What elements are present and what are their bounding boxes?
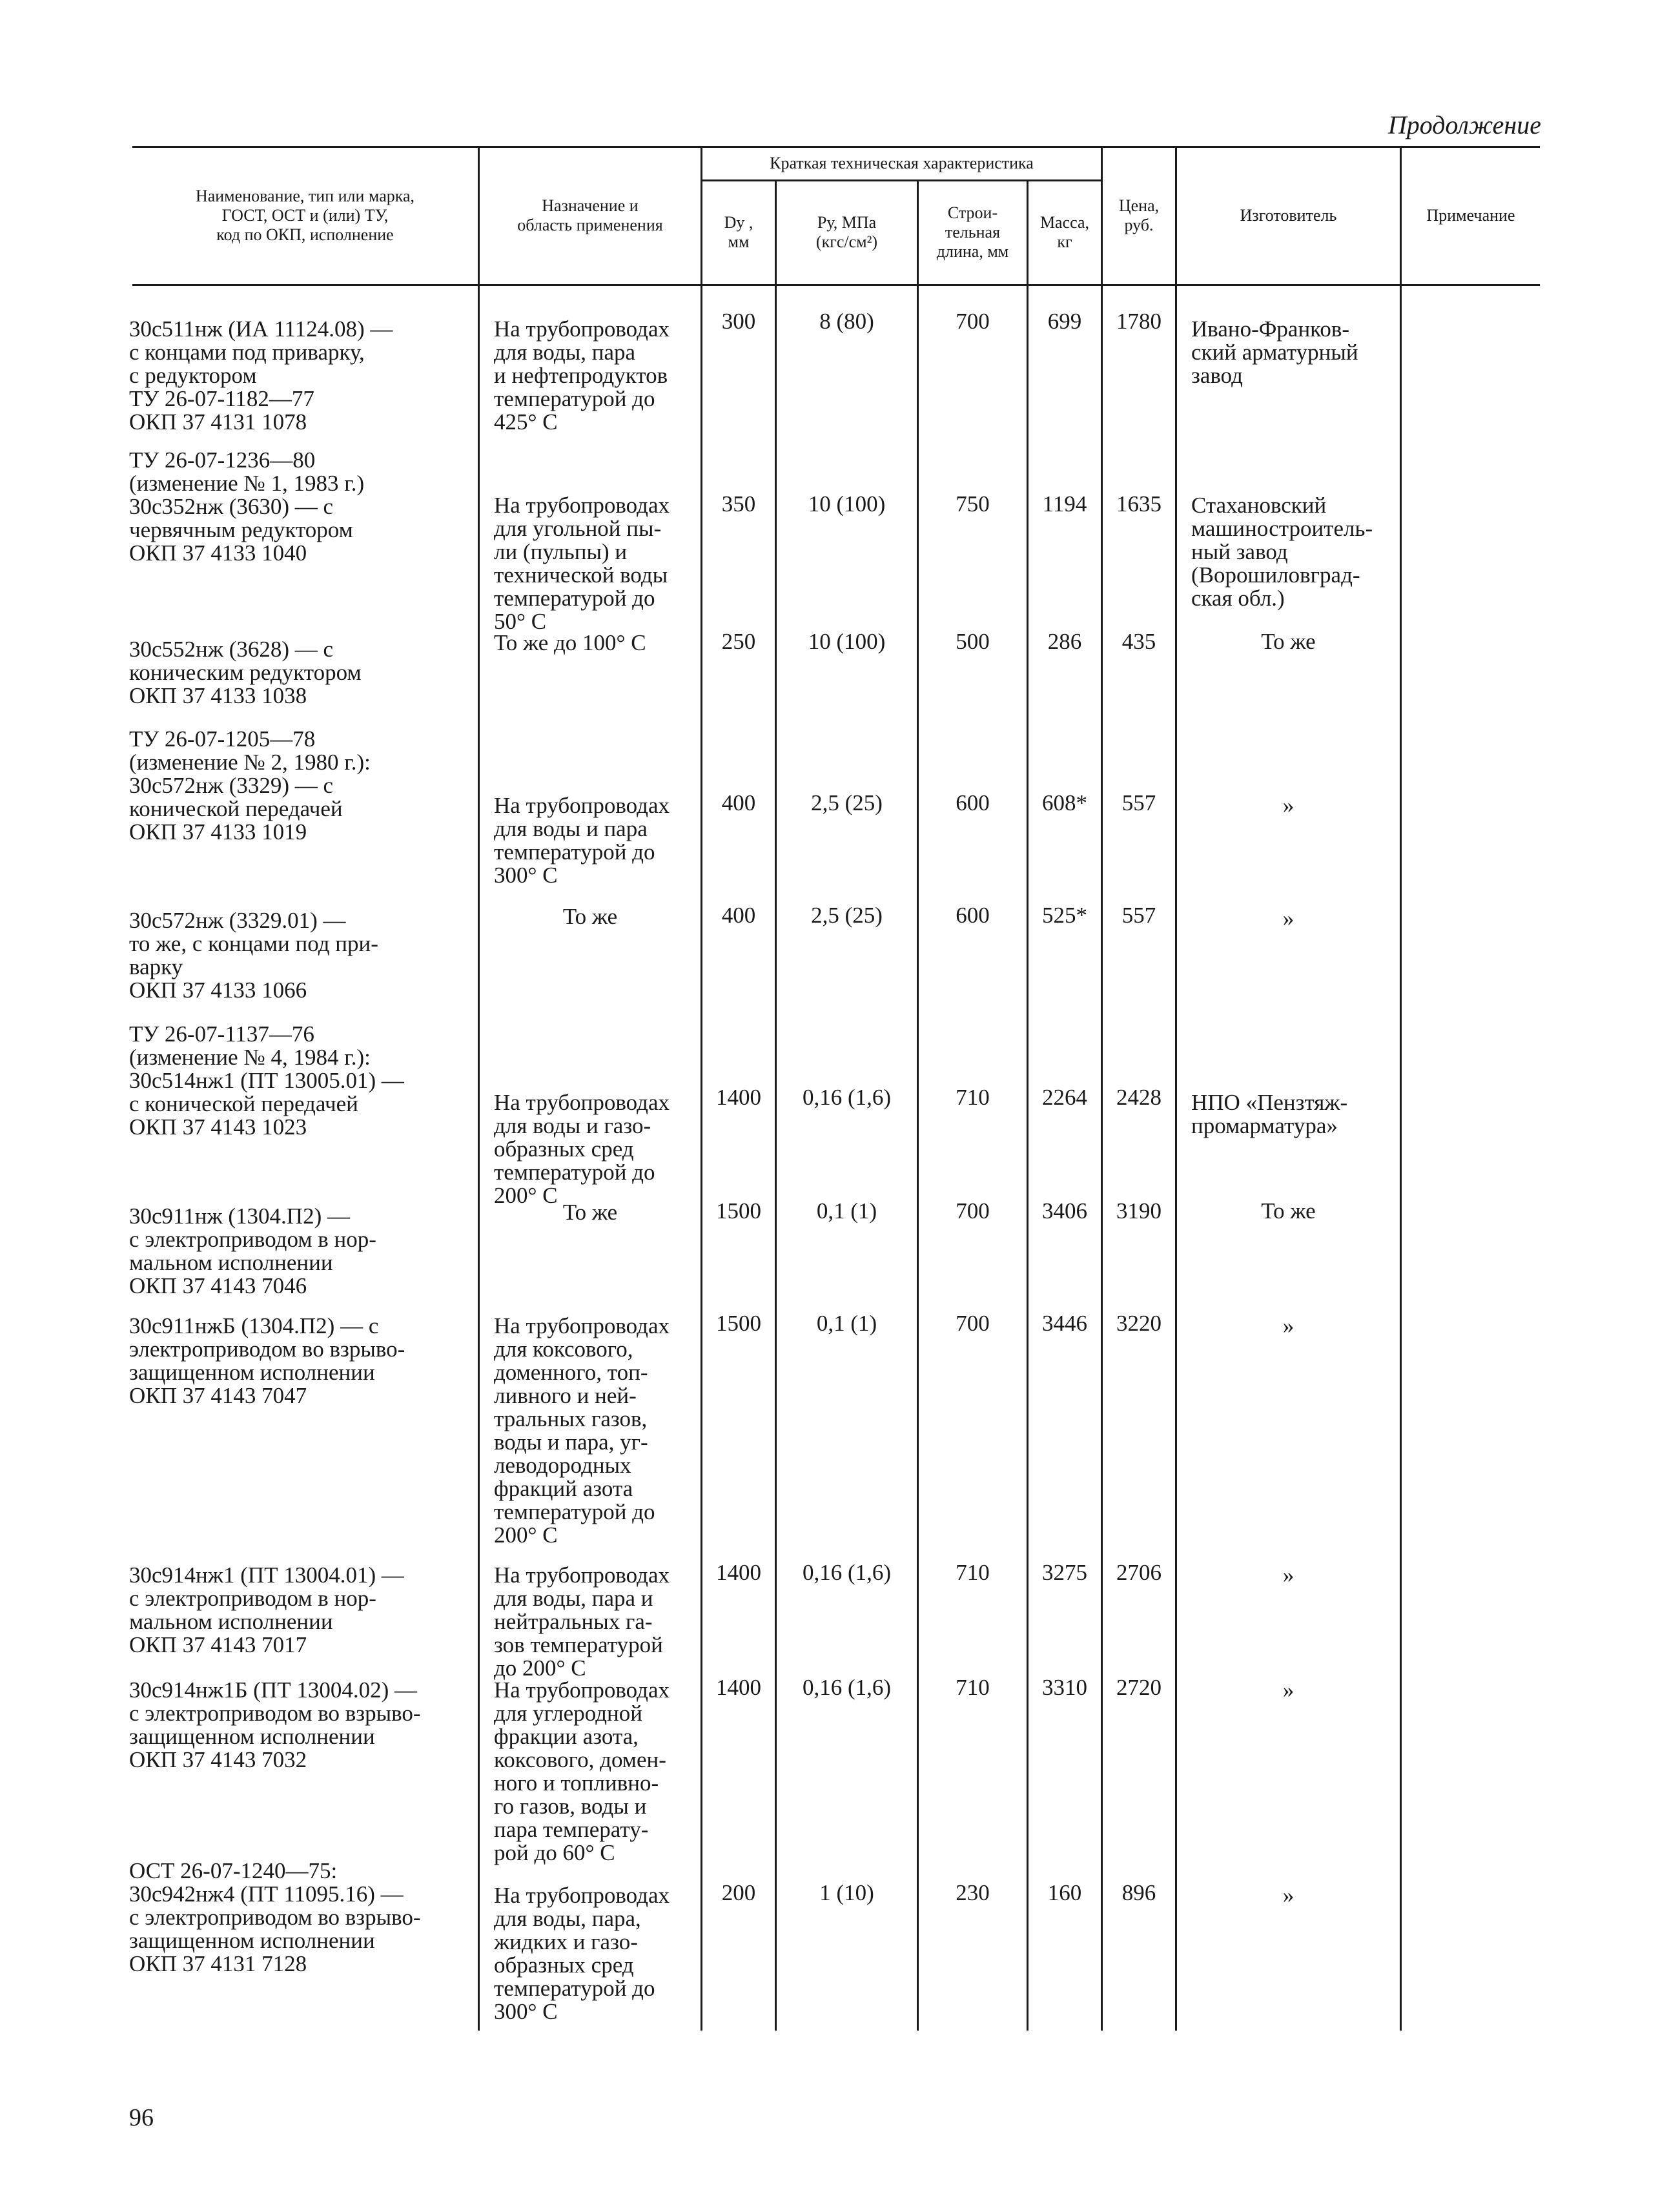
row-7-length: 700 <box>956 1198 990 1224</box>
row-8-name: 30с911нжБ (1304.П2) — с электроприводом во взрыво- защищенном исполнении ОКП 37 4143 7047 <box>129 1313 405 1408</box>
row-1-length: 700 <box>956 309 990 334</box>
row-3-mass: 286 <box>1047 629 1082 654</box>
row-8-maker: » <box>1282 1313 1294 1338</box>
row-6-dy: 1400 <box>716 1085 761 1110</box>
row-8-dy: 1500 <box>716 1311 761 1336</box>
row-10-maker: » <box>1282 1677 1294 1703</box>
row-10-price: 2720 <box>1116 1675 1161 1700</box>
row-5-name: 30с572нж (3329.01) — то же, с концами под при- варку ОКП 37 4133 1066 <box>129 908 378 1003</box>
row-4-maker: » <box>1282 793 1294 818</box>
row-7-dy: 1500 <box>716 1198 761 1224</box>
row-5-price: 557 <box>1121 903 1156 928</box>
row-1-mass: 699 <box>1047 309 1082 334</box>
row-2-mass: 1194 <box>1042 491 1087 517</box>
page-number: 96 <box>129 2104 154 2131</box>
header-maker: Изготовитель <box>1240 206 1337 225</box>
header-tech-group: Краткая техническая характеристика <box>770 154 1034 172</box>
row-3-name: 30с552нж (3628) — с коническим редуктором ОКП 37 4133 1038 <box>129 637 362 708</box>
header-name: Наименование, тип или марка, ГОСТ, ОСТ и (или) ТУ, код по ОКП, исполнение <box>195 187 415 244</box>
header-price: Цена, руб. <box>1118 196 1160 234</box>
header-purpose: Назначение и область применения <box>517 196 663 234</box>
row-9-dy: 1400 <box>716 1560 761 1585</box>
row-3-py: 10 (100) <box>808 629 886 654</box>
header-py: Pу, МПа (кгс/см²) <box>815 213 878 251</box>
row-3-length: 500 <box>956 629 990 654</box>
row-2-py: 10 (100) <box>808 491 886 517</box>
row-4-price: 557 <box>1121 790 1156 815</box>
header-dy: Dу , мм <box>724 213 753 251</box>
row-10-dy: 1400 <box>716 1675 761 1700</box>
row-6-purpose: На трубопроводах для воды и газо- образных сред температурой до 200° С <box>494 1090 670 1208</box>
row-11-maker: » <box>1282 1883 1294 1908</box>
row-3-maker: То же <box>1261 629 1316 654</box>
row-4-py: 2,5 (25) <box>811 790 883 815</box>
row-11-dy: 200 <box>721 1880 756 1905</box>
row-9-length: 710 <box>956 1560 990 1585</box>
row-4-dy: 400 <box>721 790 756 815</box>
row-8-length: 700 <box>956 1311 990 1336</box>
row-4-purpose: На трубопроводах для воды и пара температурой до 300° С <box>494 793 670 888</box>
row-6-mass: 2264 <box>1042 1085 1087 1110</box>
row-5-maker: » <box>1282 906 1294 931</box>
row-11-purpose: На трубопроводах для воды, пара, жидких и газо- образных сред температурой до 300° С <box>494 1883 670 2024</box>
col-divider-1 <box>478 147 480 2031</box>
row-6-maker: НПО «Пензтяж- промарматура» <box>1191 1090 1348 1138</box>
row-5-py: 2,5 (25) <box>811 903 883 928</box>
row-1-name: 30с511нж (ИА 11124.08) — с концами под приварку, с редуктором ТУ 26-07-1182—77 ОКП 37 4131 1078 <box>129 316 393 435</box>
header-note: Примечание <box>1426 206 1515 225</box>
row-6-price: 2428 <box>1116 1085 1161 1110</box>
row-7-purpose: То же <box>562 1200 618 1225</box>
header-length: Строи- тельная длина, мм <box>936 203 1009 261</box>
row-7-maker: То же <box>1261 1198 1316 1224</box>
row-8-purpose: На трубопроводах для коксового, доменного, топ- ливного и ней- тральных газов, воды и пара, уг- леводородных фракций азота температурой до 200° С <box>494 1313 670 1548</box>
row-9-price: 2706 <box>1116 1560 1161 1585</box>
row-6-length: 710 <box>956 1085 990 1110</box>
row-3-purpose: То же до 100° С <box>494 630 646 655</box>
row-11-length: 230 <box>956 1880 990 1905</box>
row-9-name: 30с914нж1 (ПТ 13004.01) — с электроприводом в нор- мальном исполнении ОКП 37 4143 7017 <box>129 1562 404 1657</box>
row-5-purpose: То же <box>562 904 618 929</box>
row-8-price: 3220 <box>1116 1311 1161 1336</box>
row-10-name: 30с914нж1Б (ПТ 13004.02) — с электроприводом во взрыво- защищенном исполнении ОКП 37 4143 7032 <box>129 1677 421 1772</box>
row-5-length: 600 <box>956 903 990 928</box>
row-2-name: ТУ 26-07-1236—80 (изменение № 1, 1983 г.) 30с352нж (3630) — с червячным редуктором ОКП 37 4133 1040 <box>129 447 365 566</box>
row-9-maker: » <box>1282 1562 1294 1588</box>
row-2-purpose: На трубопроводах для угольной пы- ли (пульпы) и технической воды температурой до 50° С <box>494 493 670 634</box>
header-bottom-rule <box>132 284 1540 286</box>
row-1-price: 1780 <box>1116 309 1161 334</box>
row-7-name: 30с911нж (1304.П2) — с электроприводом в нор- мальном исполнении ОКП 37 4143 7046 <box>129 1203 376 1298</box>
row-11-price: 896 <box>1121 1880 1156 1905</box>
row-7-price: 3190 <box>1116 1198 1161 1224</box>
row-11-name: ОСТ 26-07-1240—75: 30с942нж4 (ПТ 11095.16) — с электроприводом во взрыво- защищенном исполнении ОКП 37 4131 7128 <box>129 1858 421 1976</box>
row-10-purpose: На трубопроводах для углеродной фракции азота, коксового, домен- ного и топливно- го газов, воды и пара температу- рой до 60° С <box>494 1677 670 1865</box>
row-1-dy: 300 <box>721 309 756 334</box>
row-7-py: 0,1 (1) <box>816 1198 877 1224</box>
row-8-mass: 3446 <box>1042 1311 1087 1336</box>
row-2-maker: Стахановский машиностроитель- ный завод (Ворошиловград- ская обл.) <box>1191 493 1373 611</box>
header-mass: Масса, кг <box>1039 213 1090 251</box>
row-10-mass: 3310 <box>1042 1675 1087 1700</box>
row-3-dy: 250 <box>721 629 756 654</box>
row-2-price: 1635 <box>1116 491 1161 517</box>
row-9-py: 0,16 (1,6) <box>802 1560 892 1585</box>
row-2-length: 750 <box>956 491 990 517</box>
col-divider-8 <box>1400 147 1402 2031</box>
row-6-name: ТУ 26-07-1137—76 (изменение № 4, 1984 г.): 30с514нж1 (ПТ 13005.01) — с конической передачей ОКП 37 4143 1023 <box>129 1021 404 1140</box>
row-11-py: 1 (10) <box>819 1880 874 1905</box>
continued-label: Продолжение <box>1387 110 1541 139</box>
row-1-purpose: На трубопроводах для воды, пара и нефтепродуктов температурой до 425° С <box>494 316 670 435</box>
row-9-purpose: На трубопроводах для воды, пара и нейтральных га- зов температурой до 200° С <box>494 1562 670 1681</box>
row-2-dy: 350 <box>721 491 756 517</box>
row-4-mass: 608* <box>1042 790 1087 815</box>
row-5-mass: 525* <box>1042 903 1087 928</box>
row-7-mass: 3406 <box>1042 1198 1087 1224</box>
row-1-py: 8 (80) <box>819 309 874 334</box>
row-4-length: 600 <box>956 790 990 815</box>
col-divider-7 <box>1175 147 1177 2031</box>
row-8-py: 0,1 (1) <box>816 1311 877 1336</box>
row-6-py: 0,16 (1,6) <box>802 1085 892 1110</box>
row-5-dy: 400 <box>721 903 756 928</box>
row-11-mass: 160 <box>1047 1880 1082 1905</box>
row-1-maker: Ивано-Франков- ский арматурный завод <box>1191 316 1358 388</box>
row-10-py: 0,16 (1,6) <box>802 1675 892 1700</box>
row-4-name: ТУ 26-07-1205—78 (изменение № 2, 1980 г.): 30с572нж (3329) — с конической передачей ОКП 37 4133 1019 <box>129 726 371 845</box>
row-9-mass: 3275 <box>1042 1560 1087 1585</box>
row-3-price: 435 <box>1121 629 1156 654</box>
row-10-length: 710 <box>956 1675 990 1700</box>
